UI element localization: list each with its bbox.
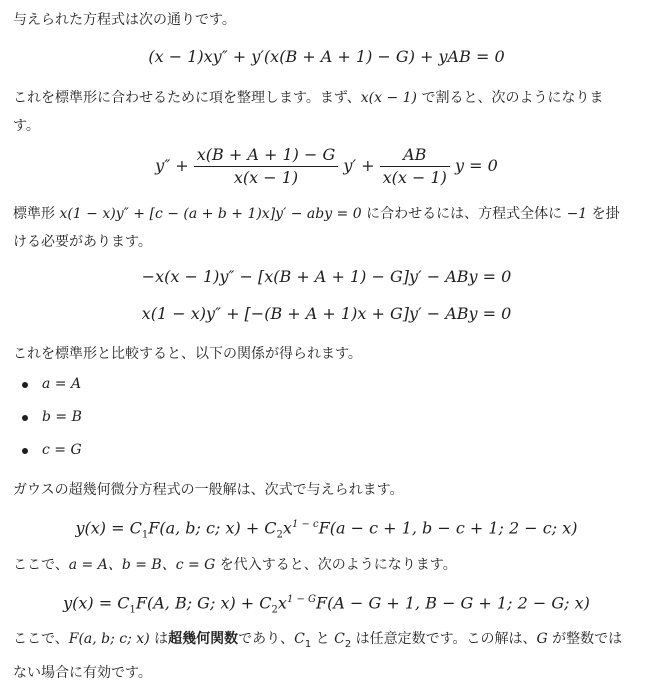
standard-form-text-1: 標準形 [13,206,60,222]
equation-original: (x − 1)xy″ + y′(x(B + A + 1) − G) + yAB = 0 [148,47,505,66]
gs-sub-2: 2 [276,529,283,541]
conclusion-bold-term: 超幾何関数 [168,631,239,647]
conclusion-c1: C [294,631,305,647]
standard-form-minus-one: −1 [566,206,588,222]
fraction-coefficient-1 [194,144,339,189]
equation-divided [0,144,653,189]
paragraph-divide-math: x(x − 1) [360,90,418,106]
paragraph-compare: これを標準形と比較すると、以下の関係が得られます。 [13,346,362,362]
equation-general-solution [0,514,653,547]
conclusion-c1-sub: 1 [304,638,312,650]
conclusion-text-3: であり、 [238,631,295,647]
conclusion-c2: C [334,631,345,647]
paragraph-divide-text-3: す。 [13,118,40,134]
ss-part-d: F(A − G + 1, B − G + 1; 2 − G; x) [316,593,590,613]
gs-exponent: 1 − c [291,519,319,530]
paragraph-divide-text-2: で割ると、次のようになりま [417,90,604,106]
fraction-coefficient-2 [380,144,450,189]
ss-part-a: y(x) = C [63,593,130,613]
paragraph-substitute [13,551,641,579]
fraction-2-denominator: x(x − 1) [382,168,447,187]
gs-part-b: F(a, b; c; x) + C [148,518,277,538]
conclusion-text-2: は [149,631,169,647]
conclusion-math-f: F(a, b; c; x) [68,631,150,647]
ss-part-c: x [277,593,287,613]
list-item [22,401,82,434]
conclusion-text-4: と [311,631,335,647]
substitute-text-1: ここで、 [13,557,69,573]
standard-form-text-3: を掛 [587,206,620,222]
paragraph-general-solution: ガウスの超幾何微分方程式の一般解は、次式で与えられます。 [13,482,404,498]
equation-divided-lhs: y″ + [155,156,194,175]
intro-text: 与えられた方程式は次の通りです。 [13,12,236,28]
bullet-icon [22,448,28,454]
conclusion-g: G [536,631,548,647]
relation-c: c = G [42,442,82,458]
equation-divided-rhs: y = 0 [455,156,498,175]
standard-form-text-2: に合わせるには、方程式全体に [361,206,567,222]
standard-form-text-4: ける必要があります。 [13,234,152,250]
paragraph-divide [13,84,641,140]
conclusion-text-5: は任意定数です。この解は、 [351,631,537,647]
ss-sub-2: 2 [271,604,278,616]
conclusion-text-7: ない場合に有効です。 [13,664,152,681]
paragraph-standard-form [13,200,641,256]
equation-specific-solution [0,589,653,622]
fraction-1-numerator: x(B + A + 1) − G [194,144,339,167]
gs-part-d: F(a − c + 1, b − c + 1; 2 − c; x) [318,518,578,538]
ss-part-b: F(A, B; G; x) + C [135,593,272,613]
bullet-icon [22,382,28,388]
fraction-1-denominator: x(x − 1) [233,168,299,187]
equation-negated: −x(x − 1)y″ − [x(B + A + 1) − G]y′ − ABy = 0 [141,267,512,286]
substitute-text-2: を代入すると、次のようになります。 [215,557,457,573]
list-item [22,434,82,467]
ss-exponent: 1 − G [286,594,317,605]
fraction-2-numerator: AB [380,144,450,167]
conclusion-c2-sub: 2 [344,638,352,650]
substitute-math: a = A、b = B、c = G [68,557,216,573]
bullet-icon [22,415,28,421]
equation-divided-mid: y′ + [343,156,380,175]
gs-part-a: y(x) = C [75,518,142,538]
gs-part-c: x [282,518,292,538]
ss-sub-1: 1 [129,604,136,616]
equation-rearranged: x(1 − x)y″ + [−(B + A + 1)x + G]y′ − ABy = 0 [141,304,512,323]
gs-sub-1: 1 [141,529,149,541]
standard-form-math: x(1 − x)y″ + [c − (a + b + 1)x]y′ − aby = 0 [59,206,362,222]
relation-b: b = B [42,409,82,425]
list-item [22,368,82,401]
conclusion-text-1: ここで、 [13,631,69,647]
paragraph-divide-text-1: これを標準形に合わせるために項を整理します。まず、 [13,90,361,106]
relation-a: a = A [42,376,82,392]
conclusion-text-6: が整数では [547,631,623,647]
relation-list [22,368,82,467]
